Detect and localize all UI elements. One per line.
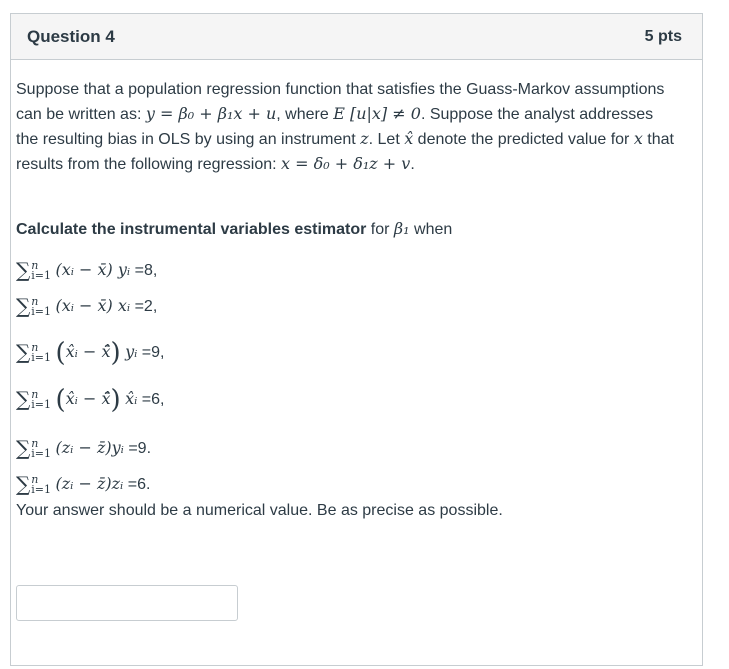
equation-tail: yᵢ <box>125 342 138 361</box>
sum-upper: n <box>31 294 39 308</box>
first-stage-equation: x = δ₀ + δ₁z + v <box>281 154 411 173</box>
equation-expr: (xᵢ − x̄) yᵢ <box>55 260 131 279</box>
sum-symbol: ∑ <box>16 387 31 411</box>
answer-input[interactable] <box>16 585 238 621</box>
xhat-symbol: x̂ <box>404 129 414 148</box>
sum-lower: i=1 <box>31 482 52 496</box>
prompt-text: . <box>410 156 415 173</box>
sum-upper: n <box>31 258 39 272</box>
calc-text: when <box>409 221 453 238</box>
prompt-text: . Let <box>368 131 405 148</box>
equation-1 <box>16 258 157 282</box>
equation-value: =8, <box>134 262 158 279</box>
sum-symbol: ∑ <box>16 294 31 318</box>
sum-symbol: ∑ <box>16 472 31 496</box>
close-paren: ) <box>110 338 121 368</box>
equation-value: =9. <box>128 440 152 457</box>
equation-value: =9, <box>141 344 165 361</box>
equation-expr: x̂ᵢ − x̂̄ <box>65 389 111 408</box>
equation-3 <box>16 338 164 368</box>
model-equation: y = β₀ + β₁x + u <box>145 104 277 123</box>
equation-4 <box>16 385 164 415</box>
sum-lower: i=1 <box>31 397 52 411</box>
question-title: Question 4 <box>27 26 115 46</box>
sum-lower: i=1 <box>31 350 52 364</box>
sum-lower: i=1 <box>31 304 52 318</box>
x-symbol: x <box>633 129 643 148</box>
open-paren: ( <box>55 338 66 368</box>
answer-instructions: Your answer should be a numerical value. Be as precise as possible. <box>16 502 503 519</box>
sum-lower: i=1 <box>31 446 52 460</box>
equation-expr: (zᵢ − z̄)zᵢ <box>55 474 124 493</box>
prompt-text: . Suppose the analyst addresses the resulting bias in OLS by using an instrument <box>16 106 654 148</box>
question-points: 5 pts <box>644 27 682 45</box>
sum-upper: n <box>31 472 39 486</box>
question-prompt <box>16 78 713 177</box>
prompt-text: that results from the following regression: <box>16 131 674 173</box>
sum-upper: n <box>31 340 39 354</box>
equation-value: =6, <box>141 391 165 408</box>
prompt-text: denote the predicted value for <box>413 131 634 148</box>
prompt-text: Suppose that a population regression function that satisfies the Guass-Markov assumptions can be written as: <box>16 81 665 123</box>
sum-lower: i=1 <box>31 268 52 282</box>
prompt-paragraph <box>16 78 676 177</box>
calc-bold: Calculate the instrumental variables estimator <box>16 221 367 238</box>
equation-expr: (zᵢ − z̄)yᵢ <box>55 438 124 457</box>
equation-tail: x̂ᵢ <box>125 389 138 408</box>
sum-symbol: ∑ <box>16 340 31 364</box>
open-paren: ( <box>55 385 66 415</box>
equation-2 <box>16 294 157 318</box>
beta-symbol: β₁ <box>393 219 410 238</box>
calc-instruction <box>16 219 452 239</box>
sum-symbol: ∑ <box>16 436 31 460</box>
prompt-text: , where <box>276 106 334 123</box>
sum-upper: n <box>31 436 39 450</box>
equation-6 <box>16 472 150 496</box>
equation-value: =2, <box>134 298 158 315</box>
equation-value: =6. <box>127 476 151 493</box>
equation-5 <box>16 436 151 460</box>
endogeneity-condition: E [u|x] ≠ 0 <box>333 104 421 123</box>
equation-expr: (xᵢ − x̄) xᵢ <box>55 296 131 315</box>
sum-symbol: ∑ <box>16 258 31 282</box>
question-header <box>11 14 702 60</box>
sum-upper: n <box>31 387 39 401</box>
instrument-symbol: z <box>360 129 369 148</box>
calc-text: for <box>366 221 394 238</box>
equation-expr: x̂ᵢ − x̂̄ <box>65 342 111 361</box>
close-paren: ) <box>110 385 121 415</box>
